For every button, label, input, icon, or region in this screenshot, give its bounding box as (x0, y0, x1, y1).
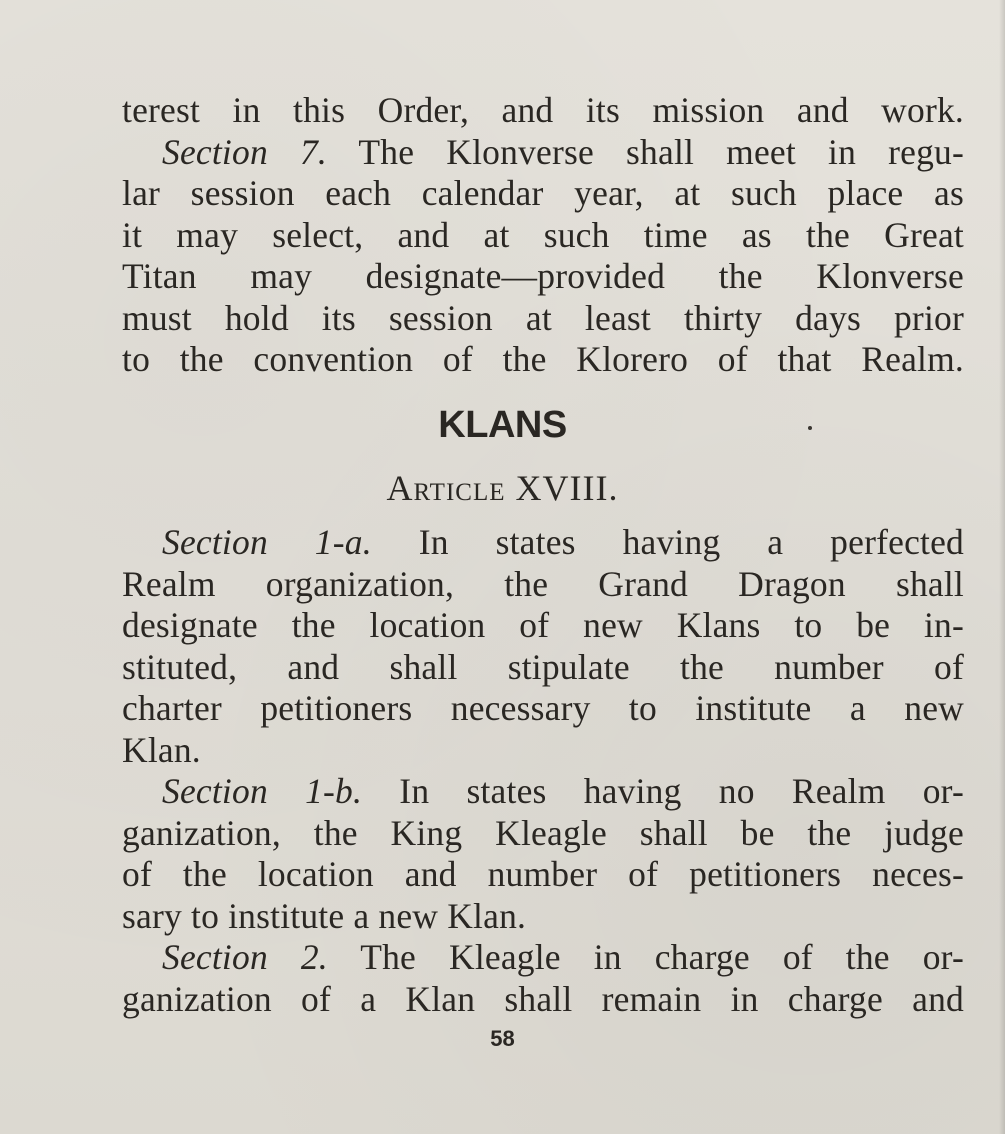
text-line: The Kleagle in charge of the or- (360, 937, 964, 977)
text-line: it may select, and at such time as the Great (122, 214, 964, 255)
section-2-first-line (122, 937, 964, 979)
section-2-label: Section 2. (162, 937, 328, 977)
article-heading (0, 467, 1005, 509)
text-line: lar session each calendar year, at such place as (122, 173, 964, 213)
text-line: ganization of a Klan shall remain in charge and (122, 978, 964, 1019)
text-line: terest in this Order, and its mission and work. (122, 90, 964, 130)
text-line: In states having no Realm or- (399, 771, 964, 811)
top-paragraph (122, 90, 964, 381)
text-line: Titan may designate—provided the Klonverse (122, 256, 964, 296)
ink-speck (808, 426, 812, 430)
section-7-first-line (122, 132, 964, 174)
section-1b-first-line (122, 771, 964, 813)
text-line: The Klonverse shall meet in regu- (358, 131, 964, 172)
section-1a-label: Section 1-a. (162, 522, 372, 562)
text-line: Klan. (122, 729, 201, 770)
text-line: charter petitioners necessary to institute a new (122, 688, 964, 728)
text-line: to the convention of the Klorero of that Realm. (122, 339, 964, 379)
text-line: of the location and number of petitioners neces- (122, 854, 964, 894)
text-line: ganization, the King Kleagle shall be the judge (122, 812, 964, 853)
text-line: In states having a perfected (418, 522, 965, 562)
section-1b-label: Section 1-b. (162, 771, 363, 811)
page-edge-shadow (999, 0, 1005, 1134)
section-7-label: Section 7. (162, 131, 327, 172)
chapter-heading: KLANS (438, 404, 567, 446)
article-body (122, 522, 964, 1020)
text-line: stituted, and shall stipulate the number of (122, 646, 964, 687)
text-line: designate the location of new Klans to be in- (122, 605, 964, 645)
section-1a-first-line (122, 522, 964, 564)
page-number: 58 (490, 1026, 515, 1051)
text-line: sary to institute a new Klan. (122, 895, 527, 936)
text-line: Realm organization, the Grand Dragon shall (122, 563, 964, 604)
text-line: must hold its session at least thirty days prior (122, 297, 964, 338)
article-label: Article XVIII. (386, 468, 619, 508)
